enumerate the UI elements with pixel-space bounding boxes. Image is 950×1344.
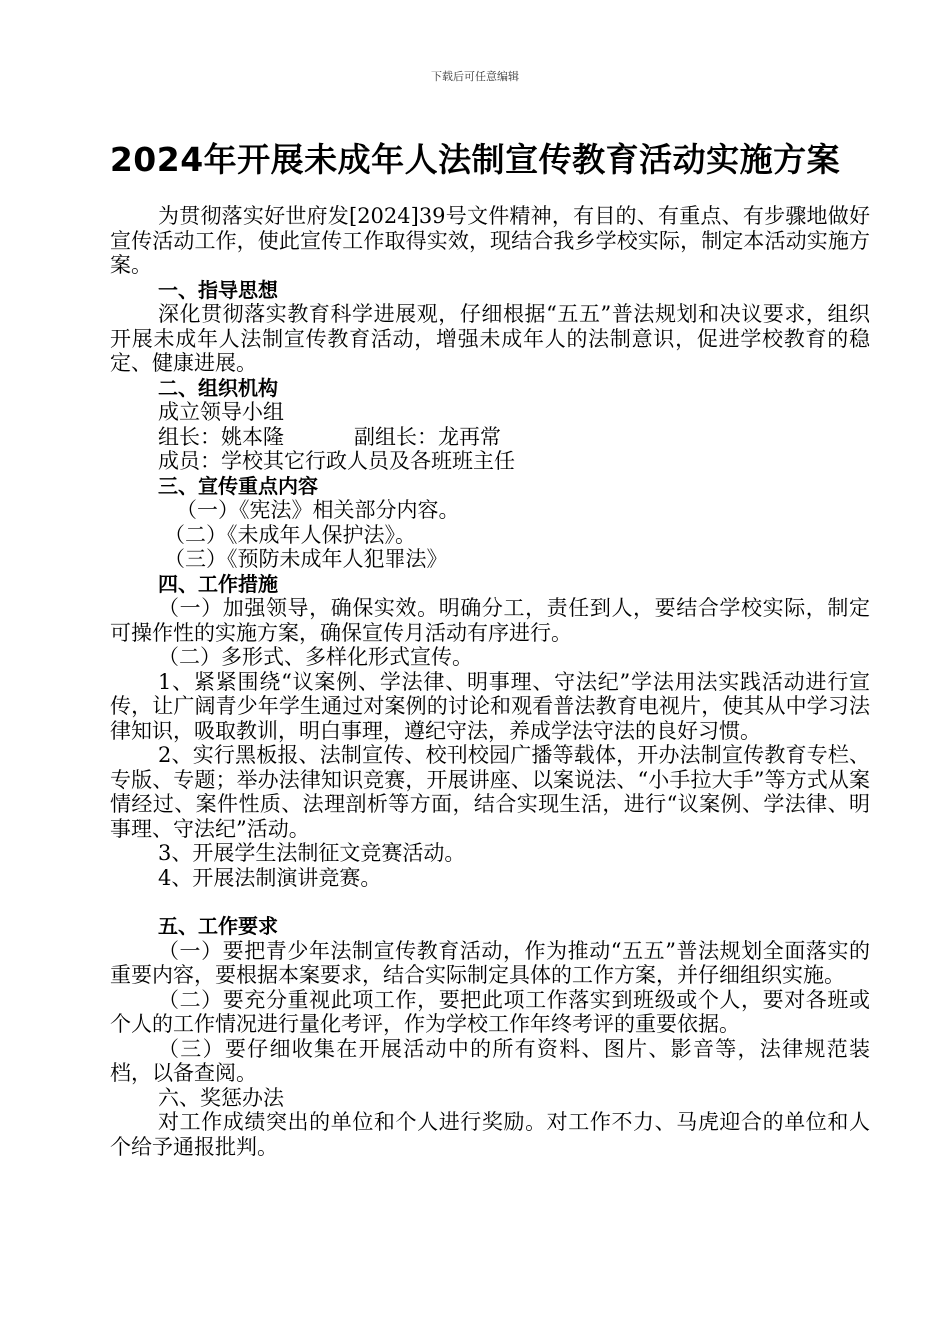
blank-line — [110, 890, 870, 914]
guiding-ideology-text: 深化贯彻落实教育科学进展观，仔细根据“五五”普法规划和决议要求，组织开展未成年人法制宣传教育活动，增强未成年人的法制意识，促进学校教育的稳定、健康进展。 — [110, 302, 870, 375]
section-heading-guiding-ideology: 一、指导思想 — [158, 277, 278, 302]
measures-paragraph: 1、紧紧围绕“议案例、学法律、明事理、守法纪”学法用法实践活动进行宣传，让广阔青少年学生通过对案例的讨论和观看普法教育电视片，使其从中学习法律知识，吸取教训，明白事理，遵纪守法，养成学法守法的良好习惯。 — [110, 669, 870, 743]
requirements-paragraph: （二）要充分重视此项工作，要把此项工作落实到班级或个人，要对各班或个人的工作情况进行量化考评，作为学校工作年终考评的重要依据。 — [110, 987, 870, 1036]
section-heading-rewards: 六、奖惩办法 — [158, 1085, 284, 1110]
measures-paragraph: （二）多形式、多样化形式宣传。 — [158, 645, 473, 669]
header-note: 下载后可任意编辑 — [431, 70, 519, 83]
key-content-item: （一）《宪法》相关部分内容。 — [176, 498, 460, 522]
organization-line: 成立领导小组 — [158, 400, 284, 424]
section-heading-organization: 二、组织机构 — [158, 375, 278, 400]
section-heading-key-content: 三、宣传重点内容 — [158, 473, 318, 498]
organization-members: 成员：学校其它行政人员及各班班主任 — [158, 449, 515, 473]
requirements-paragraph: （三）要仔细收集在开展活动中的所有资料、图片、影音等，法律规范装档，以备查阅。 — [110, 1036, 870, 1085]
measures-paragraph: 3、开展学生法制征文竞赛活动。 — [158, 841, 466, 865]
key-content-item: （二）《未成年人保护法》。 — [164, 522, 416, 547]
deputy-leader-text: 副组长：龙再常 — [354, 424, 501, 449]
document-body — [110, 204, 870, 1159]
document-title: 2024年开展未成年人法制宣传教育活动实施方案 — [109, 140, 841, 179]
section-heading-requirements: 五、工作要求 — [158, 914, 278, 938]
measures-paragraph: （一）加强领导，确保实效。明确分工，责任到人，要结合学校实际，制定可操作性的实施方案，确保宣传月活动有序进行。 — [110, 596, 870, 645]
organization-leaders — [110, 425, 870, 450]
section-heading-measures: 四、工作措施 — [158, 571, 278, 596]
measures-paragraph: 2、实行黑板报、法制宣传、校刊校园广播等载体，开办法制宣传教育专栏、专版、专题；举办法律知识竞赛，开展讲座、以案说法、“小手拉大手”等方式从案情经过、案件性质、法理剖析等方面，结合实现生活，进行“议案例、学法律、明事理、守法纪”活动。 — [110, 743, 870, 841]
measures-paragraph: 4、开展法制演讲竞赛。 — [158, 865, 382, 890]
key-content-item: （三）《预防未成年人犯罪法》 — [164, 547, 448, 571]
rewards-paragraph: 对工作成绩突出的单位和个人进行奖励。对工作不力、马虎迎合的单位和人个给予通报批判。 — [110, 1110, 870, 1159]
intro-paragraph: 为贯彻落实好世府发[2024]39号文件精神，有目的、有重点、有步骤地做好宣传活动工作，使此宣传工作取得实效，现结合我乡学校实际，制定本活动实施方案。 — [110, 204, 870, 277]
leader-text: 组长：姚本隆 — [158, 424, 284, 449]
requirements-paragraph: （一）要把青少年法制宣传教育活动，作为推动“五五”普法规划全面落实的重要内容，要根据本案要求，结合实际制定具体的工作方案，并仔细组织实施。 — [110, 938, 870, 987]
